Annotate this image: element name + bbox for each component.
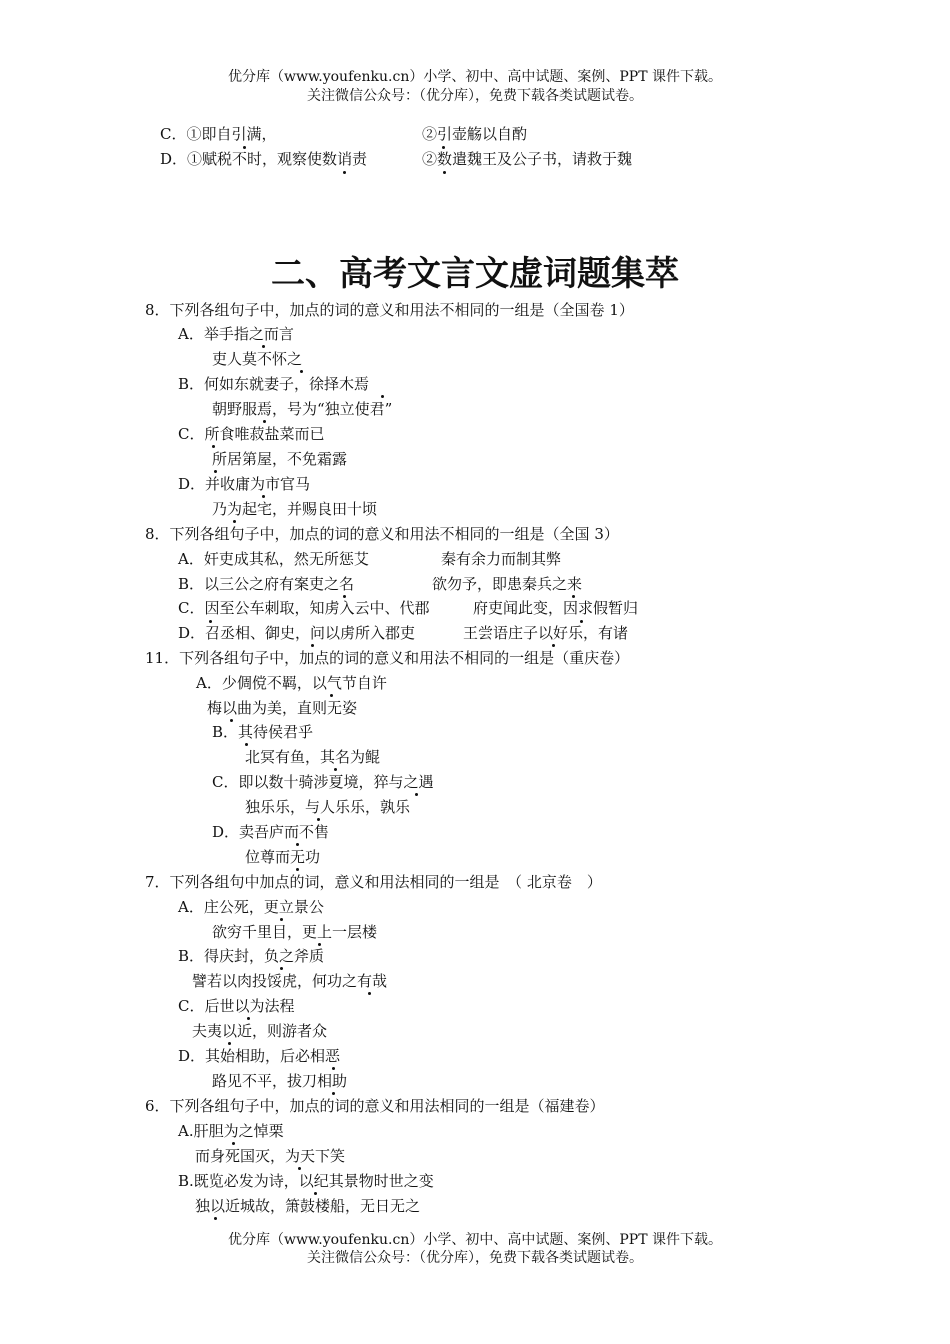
emphasis-dot xyxy=(332,1092,335,1095)
emphasis-dot xyxy=(233,520,236,523)
emphasis-dot xyxy=(296,843,299,846)
emphasis-dot xyxy=(580,620,583,623)
option-line: A．举手指之而言 xyxy=(178,325,294,343)
emphasis-dot xyxy=(209,620,212,623)
option-line: A．庄公死，更立景公 xyxy=(178,898,324,916)
emphasis-dot xyxy=(298,1167,301,1170)
option-line: 欲勿予，即患秦兵之来 xyxy=(432,575,583,593)
emphasis-dot xyxy=(280,918,283,921)
emphasis-dot xyxy=(243,146,246,149)
option-line: 独以近城故，箫鼓楼船，无日无之 xyxy=(195,1197,421,1215)
emphasis-dot xyxy=(280,967,283,970)
option-line: B.既览必发为诗，以纪其景物时世之变 xyxy=(178,1172,434,1190)
emphasis-dot xyxy=(572,595,575,598)
emphasis-dot xyxy=(443,171,446,174)
option-line: A．少倜傥不羁，以气节自许 xyxy=(196,674,387,692)
option-line: B．其待侯君乎 xyxy=(212,723,314,741)
emphasis-dot xyxy=(343,171,346,174)
page-footer-line2: 关注微信公众号：（优分库），免费下载各类试题试卷。 xyxy=(307,1250,643,1266)
question-stem: 6．下列各组句子中，加点的词的意义和用法相同的一组是（福建卷） xyxy=(145,1097,605,1115)
option-line: ②数遣魏王及公子书，请救于魏 xyxy=(422,150,633,168)
emphasis-dot xyxy=(214,470,217,473)
emphasis-dot xyxy=(262,495,265,498)
option-line: C．所食唯菽盐菜而已 xyxy=(178,425,325,443)
emphasis-dot xyxy=(232,1142,235,1145)
option-line: D．召丞相、御史，问以虏所入郡吏 xyxy=(178,624,416,642)
option-line: 夫夷以近，则游者众 xyxy=(192,1022,328,1040)
option-line: 譬若以肉投馁虎，何功之有哉 xyxy=(192,972,388,990)
emphasis-dot xyxy=(334,768,337,771)
emphasis-dot xyxy=(332,1067,335,1070)
option-line: 北冥有鱼，其名为鲲 xyxy=(245,748,381,766)
page-header-line1: 优分库（www.youfenku.cn）小学、初中、高中试题、案例、PPT 课件下载。 xyxy=(227,69,722,85)
option-line: B．以三公之府有案吏之名 xyxy=(178,575,355,593)
emphasis-dot xyxy=(300,370,303,373)
option-line: 府吏闻此变，因求假暂归 xyxy=(473,599,639,617)
page-header-line2: 关注微信公众号：（优分库），免费下载各类试题试卷。 xyxy=(307,88,643,104)
option-line: 吏人莫不怀之 xyxy=(212,350,303,368)
page-footer-line1: 优分库（www.youfenku.cn）小学、初中、高中试题、案例、PPT 课件下载。 xyxy=(227,1232,722,1248)
emphasis-dot xyxy=(552,644,555,647)
option-line: D．卖吾庐而不售 xyxy=(212,823,330,841)
emphasis-dot xyxy=(343,595,346,598)
option-line: C．因至公车刺取，知虏入云中、代郡 xyxy=(178,599,430,617)
emphasis-dot xyxy=(212,445,215,448)
emphasis-dot xyxy=(368,992,371,995)
emphasis-dot xyxy=(381,395,384,398)
option-line: 路见不平，拔刀相助 xyxy=(212,1072,348,1090)
emphasis-dot xyxy=(415,793,418,796)
emphasis-dot xyxy=(247,1017,250,1020)
emphasis-dot xyxy=(318,943,321,946)
option-line: 梅以曲为美，直则无姿 xyxy=(207,699,358,717)
option-line: C．①即自引满， xyxy=(160,125,277,143)
option-line: 朝野服焉，号为“独立使君” xyxy=(212,400,393,418)
option-line: D．并收庸为市官马 xyxy=(178,475,311,493)
option-line: 王尝语庄子以好乐，有诸 xyxy=(463,624,629,642)
question-stem: 11．下列各组句子中，加点的词的意义和用法不相同的一组是（重庆卷） xyxy=(145,649,630,667)
option-line: B．得庆封，负之斧质 xyxy=(178,947,325,965)
emphasis-dot xyxy=(314,1192,317,1195)
option-line: 乃为起宅，并赐良田十顷 xyxy=(212,500,378,518)
emphasis-dot xyxy=(311,644,314,647)
question-stem: 8．下列各组句子中，加点的词的意义和用法不相同的一组是（全国 3） xyxy=(145,525,619,543)
option-line: D．①赋税不时，观察使数诮责 xyxy=(160,150,368,168)
option-line: 所居第屋，不免霜露 xyxy=(212,450,348,468)
emphasis-dot xyxy=(214,1217,217,1220)
option-line: 独乐乐，与人乐乐，孰乐 xyxy=(245,798,411,816)
emphasis-dot xyxy=(228,1042,231,1045)
option-line: C．后世以为法程 xyxy=(178,997,295,1015)
option-line: A.肝胆为之悼栗 xyxy=(178,1122,284,1140)
option-line: B．何如东就妻子，徐择木焉 xyxy=(178,375,370,393)
question-stem: 8．下列各组句子中，加点的词的意义和用法不相同的一组是（全国卷 1） xyxy=(145,301,634,319)
emphasis-dot xyxy=(330,694,333,697)
emphasis-dot xyxy=(230,719,233,722)
option-line: C．即以数十骑涉夏境，猝与之遇 xyxy=(212,773,434,791)
emphasis-dot xyxy=(245,743,248,746)
emphasis-dot xyxy=(442,146,445,149)
option-line: 而身死国灭，为天下笑 xyxy=(195,1147,346,1165)
option-line: A．奸吏成其私，然无所惩艾 xyxy=(178,550,369,568)
option-line: 欲穷千里目，更上一层楼 xyxy=(212,923,378,941)
option-line: D．其始相助，后必相恶 xyxy=(178,1047,341,1065)
emphasis-dot xyxy=(262,345,265,348)
emphasis-dot xyxy=(317,818,320,821)
section-title: 二、高考文言文虚词题集萃 xyxy=(271,254,679,294)
option-line: 秦有余力而制其弊 xyxy=(441,550,562,568)
emphasis-dot xyxy=(263,420,266,423)
option-line: 位尊而无功 xyxy=(245,848,321,866)
question-stem: 7．下列各组句中加点的词，意义和用法相同的一组是 （ 北京卷 ） xyxy=(145,873,602,891)
emphasis-dot xyxy=(296,868,299,871)
option-line: ②引壶觞以自酌 xyxy=(422,125,528,143)
